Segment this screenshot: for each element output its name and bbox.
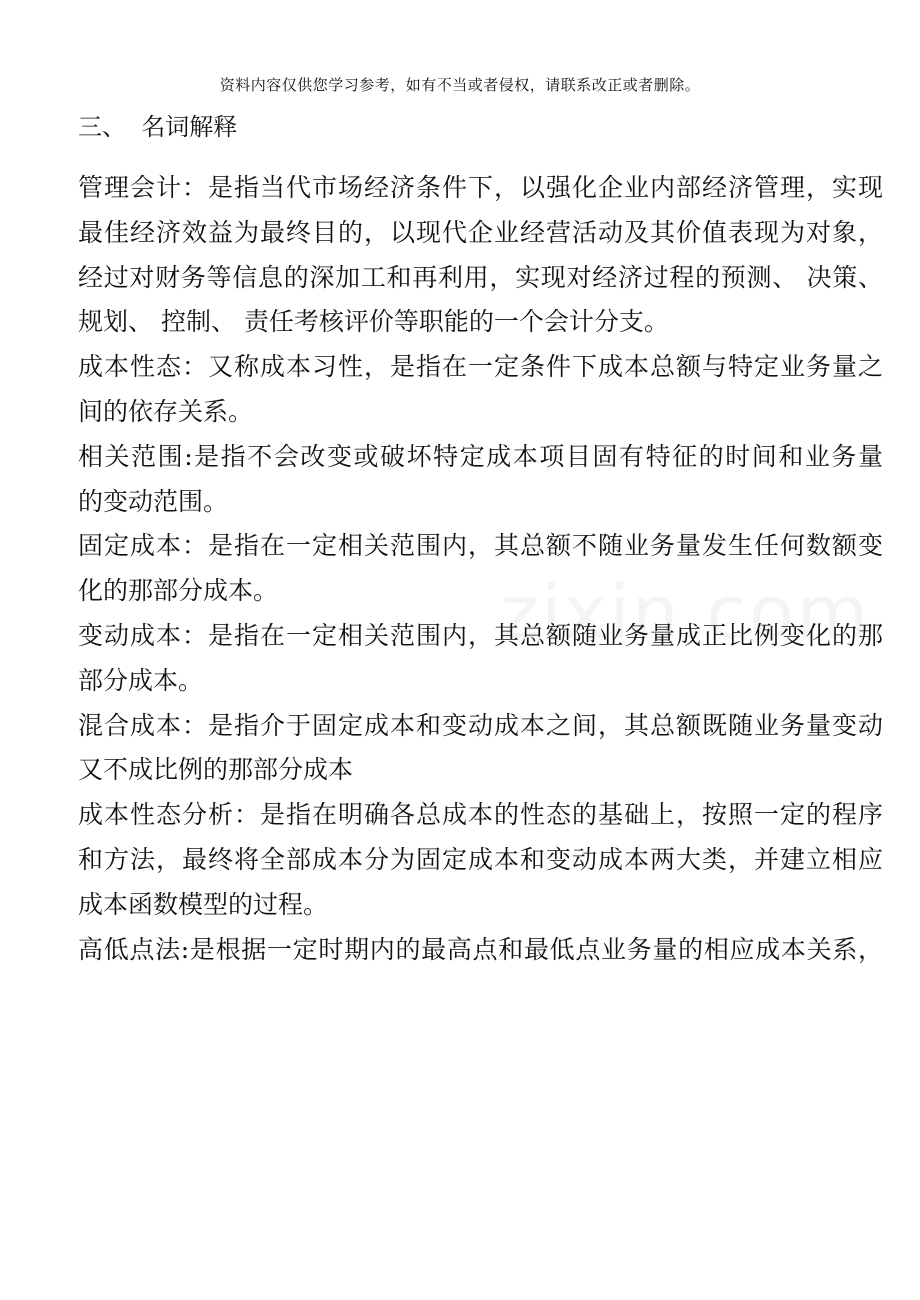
text-line: 成本性态：又称成本习性，是指在一定条件下成本总额与特定业务量之: [78, 352, 883, 382]
text-line: 高低点法:是根据一定时期内的最高点和最低点业务量的相应成本关系，: [78, 934, 883, 964]
text-line: 和方法，最终将全部成本分为固定成本和变动成本两大类，并建立相应: [78, 844, 883, 874]
definition-cost-behavior-analysis: [78, 793, 883, 927]
definitions-body: [78, 166, 883, 972]
definition-relevant-range: [78, 435, 883, 525]
text-line: 又不成比例的那部分成本: [78, 755, 354, 785]
text-line: 间的依存关系。: [78, 396, 254, 426]
text-line: 变动成本：是指在一定相关范围内，其总额随业务量成正比例变化的那: [78, 620, 883, 650]
text-line: 固定成本：是指在一定相关范围内，其总额不随业务量发生任何数额变: [78, 531, 883, 561]
text-line: 相关范围:是指不会改变或破坏特定成本项目固有特征的时间和业务量: [78, 441, 883, 471]
definition-variable-cost: [78, 614, 883, 704]
definition-high-low-method: [78, 928, 883, 973]
definition-management-accounting: [78, 166, 883, 345]
text-line: 经过对财务等信息的深加工和再利用，实现对经济过程的预测、 决策、: [78, 262, 883, 292]
definition-cost-behavior: [78, 345, 883, 435]
text-line: 规划、 控制、 责任考核评价等职能的一个会计分支。: [78, 307, 669, 337]
text-line: 混合成本：是指介于固定成本和变动成本之间，其总额既随业务量变动: [78, 710, 883, 740]
text-line: 化的那部分成本。: [78, 576, 279, 606]
definition-fixed-cost: [78, 524, 883, 614]
disclaimer-header: 资料内容仅供您学习参考，如有不当或者侵权，请联系改正或者删除。: [219, 76, 701, 94]
text-line: 最佳经济效益为最终目的，以现代企业经营活动及其价值表现为对象，: [78, 217, 883, 247]
text-line: 的变动范围。: [78, 486, 229, 516]
definition-mixed-cost: [78, 704, 883, 794]
text-line: 成本性态分析：是指在明确各总成本的性态的基础上，按照一定的程序: [78, 800, 883, 830]
text-line: 部分成本。: [78, 665, 204, 695]
text-line: 管理会计：是指当代市场经济条件下，以强化企业内部经济管理，实现: [78, 173, 883, 202]
section-title: 三、 名词解释: [78, 113, 238, 141]
text-line: 成本函数模型的过程。: [78, 889, 329, 919]
